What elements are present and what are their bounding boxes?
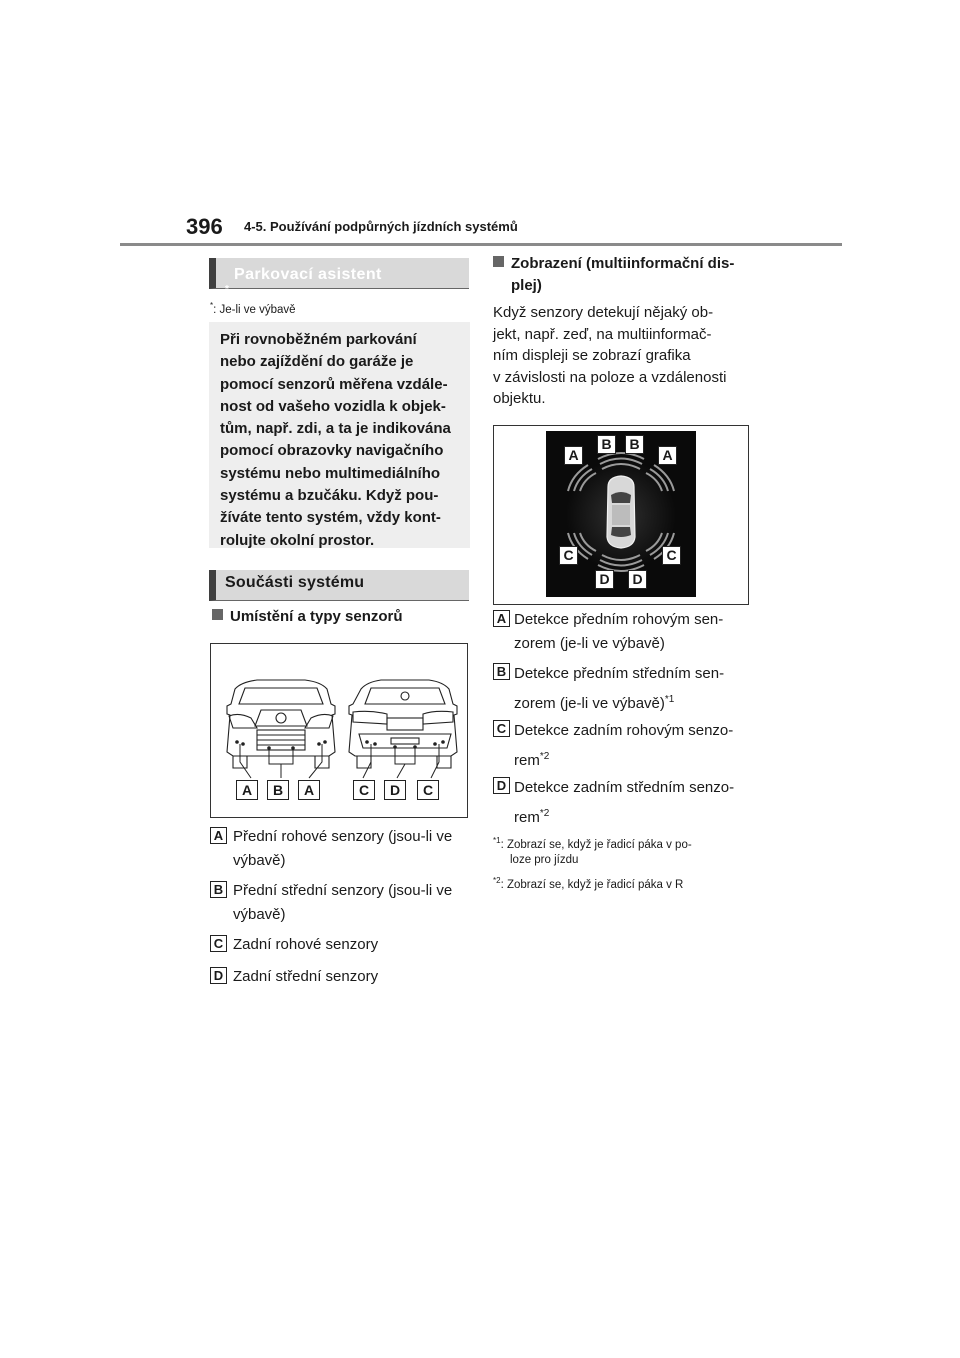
legend-item-d-line: Zadní střední senzory xyxy=(233,968,379,985)
display-legend-letter-d: D xyxy=(493,777,510,794)
sensors-subheading xyxy=(212,606,403,628)
display-label-d-left: D xyxy=(595,570,614,589)
legend-item-b-line: výbavě) xyxy=(233,906,286,923)
figure-label-b: B xyxy=(267,780,289,800)
intro-line: tům, např. zdi, a ta je indikována xyxy=(220,420,451,438)
sensor-location-figure xyxy=(210,643,468,818)
intro-line: žíváte tento systém, vždy kont- xyxy=(220,509,441,527)
legend-item-c xyxy=(233,933,378,957)
display-text-line: ním displeji se zobrazí grafika xyxy=(493,347,691,364)
legend-item-b-line: Přední střední senzory (jsou-li ve xyxy=(233,882,453,899)
intro-line: nebo zajíždění do garáže je xyxy=(220,353,414,371)
legend-item-a-line: Přední rohové senzory (jsou-li ve xyxy=(233,828,453,845)
display-subheading-line: Zobrazení (multiinformační dis- xyxy=(511,255,735,272)
footnote-ref-1: *1 xyxy=(664,694,675,705)
intro-box xyxy=(209,322,470,548)
display-legend-item-b-line: Detekce předním středním sen- xyxy=(514,665,725,682)
display-description xyxy=(493,302,753,410)
legend-letter-a: A xyxy=(210,827,227,844)
legend-letter-c: C xyxy=(210,935,227,952)
footnote-ref-2: *2 xyxy=(539,751,550,762)
intro-line: pomocí obrazovky navigačního xyxy=(220,442,444,460)
intro-line: systému a bzučáku. Když pou- xyxy=(220,487,439,505)
availability-note-mark: * xyxy=(210,301,214,310)
display-label-c-right: C xyxy=(662,546,681,565)
display-subheading xyxy=(493,253,734,297)
footnote-1-line: : Zobrazí se, když je řadicí páka v po- xyxy=(500,838,692,851)
display-legend-item-a xyxy=(514,608,723,656)
display-legend-item-a-line: Detekce předním rohovým sen- xyxy=(514,611,724,628)
chapter-title: 4-5. Používání podpůrných jízdních systémů xyxy=(244,219,518,234)
legend-item-d xyxy=(233,965,378,989)
figure-label-a-right: A xyxy=(298,780,320,800)
section-header-components xyxy=(209,570,469,601)
availability-note-text: : Je-li ve výbavě xyxy=(213,303,296,316)
display-label-a-right: A xyxy=(658,446,677,465)
square-bullet-icon xyxy=(212,609,223,620)
display-label-d-right: D xyxy=(628,570,647,589)
display-legend-letter-a: A xyxy=(493,610,510,627)
legend-item-a xyxy=(233,825,452,873)
footnote-1-mark: *1 xyxy=(493,836,501,845)
header-rule xyxy=(120,243,842,246)
display-text-line: Když senzory detekují nějaký ob- xyxy=(493,304,714,321)
page-number: 396 xyxy=(186,214,223,239)
footnote-1-line: loze pro jízdu xyxy=(510,853,579,866)
footnote-1 xyxy=(493,833,692,868)
display-legend-item-c xyxy=(514,718,733,774)
display-text-line: jekt, např. zeď, na multiinformač- xyxy=(493,325,712,343)
display-legend-letter-b: B xyxy=(493,663,510,680)
section-title-mark: * xyxy=(225,284,230,295)
legend-item-c-line: Zadní rohové senzory xyxy=(233,936,379,953)
figure-label-c-left: C xyxy=(353,780,375,800)
intro-line: Při rovnoběžném parkování xyxy=(220,331,417,348)
legend-letter-d: D xyxy=(210,967,227,984)
display-legend-item-d-line: Detekce zadním středním senzo- xyxy=(514,779,735,796)
display-legend-item-c-line: rem xyxy=(514,752,540,769)
intro-line: pomocí senzorů měřena vzdále- xyxy=(220,375,448,393)
display-legend-item-a-line: zorem (je-li ve výbavě) xyxy=(514,635,665,652)
display-label-b-right: B xyxy=(625,435,644,454)
display-legend-item-b-line: zorem (je-li ve výbavě) xyxy=(514,695,665,712)
legend-letter-b: B xyxy=(210,881,227,898)
display-label-a-left: A xyxy=(564,446,583,465)
display-legend-letter-c: C xyxy=(493,720,510,737)
display-legend-item-d xyxy=(514,775,734,831)
display-text-line: v závislosti na poloze a vzdálenosti xyxy=(493,368,727,386)
display-legend-item-d-line: rem xyxy=(514,809,540,826)
availability-note xyxy=(210,298,296,318)
car-top-view-icon xyxy=(607,476,635,548)
display-legend-item-b xyxy=(514,661,724,717)
footnote-2-line: : Zobrazí se, když je řadicí páka v R xyxy=(500,878,684,891)
section-header-parking-assist xyxy=(209,258,469,295)
display-label-b-left: B xyxy=(597,435,616,454)
figure-label-a-left: A xyxy=(236,780,258,800)
intro-line: nost od vašeho vozidla k objek- xyxy=(220,397,446,415)
intro-line: rolujte okolní prostor. xyxy=(220,531,375,549)
components-title: Součásti systému xyxy=(225,574,365,591)
display-figure xyxy=(493,425,749,605)
square-bullet-icon xyxy=(493,256,504,267)
display-label-c-left: C xyxy=(559,546,578,565)
intro-line: systému nebo multimediálního xyxy=(220,464,441,482)
display-subheading-line: plej) xyxy=(511,277,542,294)
footnote-2 xyxy=(493,873,683,893)
display-text-line: objektu. xyxy=(493,390,546,407)
sensors-subheading-text: Umístění a typy senzorů xyxy=(230,608,403,625)
section-title: Parkovací asistent xyxy=(234,266,382,283)
figure-label-d: D xyxy=(384,780,406,800)
legend-item-b xyxy=(233,879,452,927)
footnote-ref-2: *2 xyxy=(539,808,550,819)
legend-item-a-line: výbavě) xyxy=(233,852,286,869)
display-legend-item-c-line: Detekce zadním rohovým senzo- xyxy=(514,722,734,739)
figure-label-c-right: C xyxy=(417,780,439,800)
footnote-2-mark: *2 xyxy=(493,876,501,885)
